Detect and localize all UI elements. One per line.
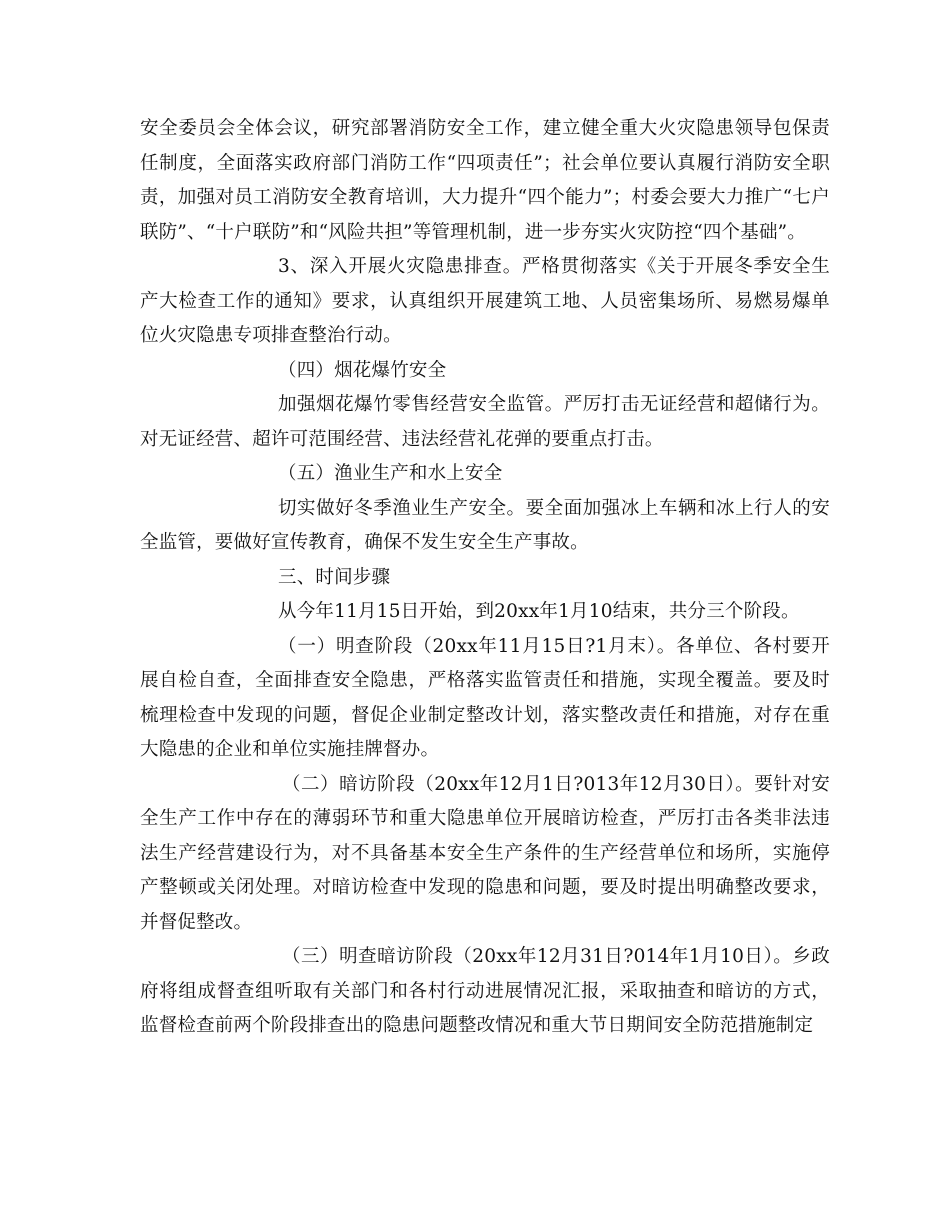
paragraph: 加强烟花爆竹零售经营安全监管。严厉打击无证经营和超储行为。对无证经营、超许可范围经营、违法经营礼花弹的要重点打击。: [140, 394, 830, 450]
section-heading: （四）烟花爆竹安全: [278, 359, 447, 381]
paragraph: 3、深入开展火灾隐患排查。严格贯彻落实《关于开展冬季安全生产大检查工作的通知》要求，认真组织开展建筑工地、人员密集场所、易燃易爆单位火灾隐患专项排查整治行动。: [140, 256, 830, 346]
paragraph: （三）明查暗访阶段（20xx年12月31日?014年1月10日）。乡政府将组成督查组听取有关部门和各村行动进展情况汇报，采取抽查和暗访的方式，监督检查前两个阶段排查出的隐患问题整改情况和重大节日期间安全防范措施制定: [140, 946, 830, 1036]
paragraph: 从今年11月15日开始，到20xx年1月10结束，共分三个阶段。: [278, 601, 800, 622]
document-body: [140, 112, 830, 1044]
paragraph: 安全委员会全体会议，研究部署消防安全工作，建立健全重大火灾隐患领导包保责任制度，全面落实政府部门消防工作“四项责任”；社会单位要认真履行消防安全职责，加强对员工消防安全教育培训，大力提升“四个能力”；村委会要大力推广“七户联防”、“十户联防”和“风险共担”等管理机制，进一步夯实火灾防控“四个基础”。: [140, 118, 830, 243]
section-heading: （五）渔业生产和水上安全: [278, 463, 503, 484]
paragraph: 切实做好冬季渔业生产安全。要全面加强冰上车辆和冰上行人的安全监管，要做好宣传教育，确保不发生安全生产事故。: [140, 497, 830, 553]
section-heading: 三、时间步骤: [278, 566, 391, 588]
paragraph: （一）明查阶段（20xx年11月15日?1月末）。各单位、各村要开展自检自查，全面排查安全隐患，严格落实监管责任和措施，实现全覆盖。要及时梳理检查中发现的问题，督促企业制定整改计划，落实整改责任和措施，对存在重大隐患的企业和单位实施挂牌督办。: [140, 635, 830, 760]
paragraph: （二）暗访阶段（20xx年12月1日?013年12月30日）。要针对安全生产工作中存在的薄弱环节和重大隐患单位开展暗访检查，严厉打击各类非法违法生产经营建设行为，对不具备基本安全生产条件的生产经营单位和场所，实施停产整顿或关闭处理。对暗访检查中发现的隐患和问题，要及时提出明确整改要求，并督促整改。: [140, 773, 830, 933]
